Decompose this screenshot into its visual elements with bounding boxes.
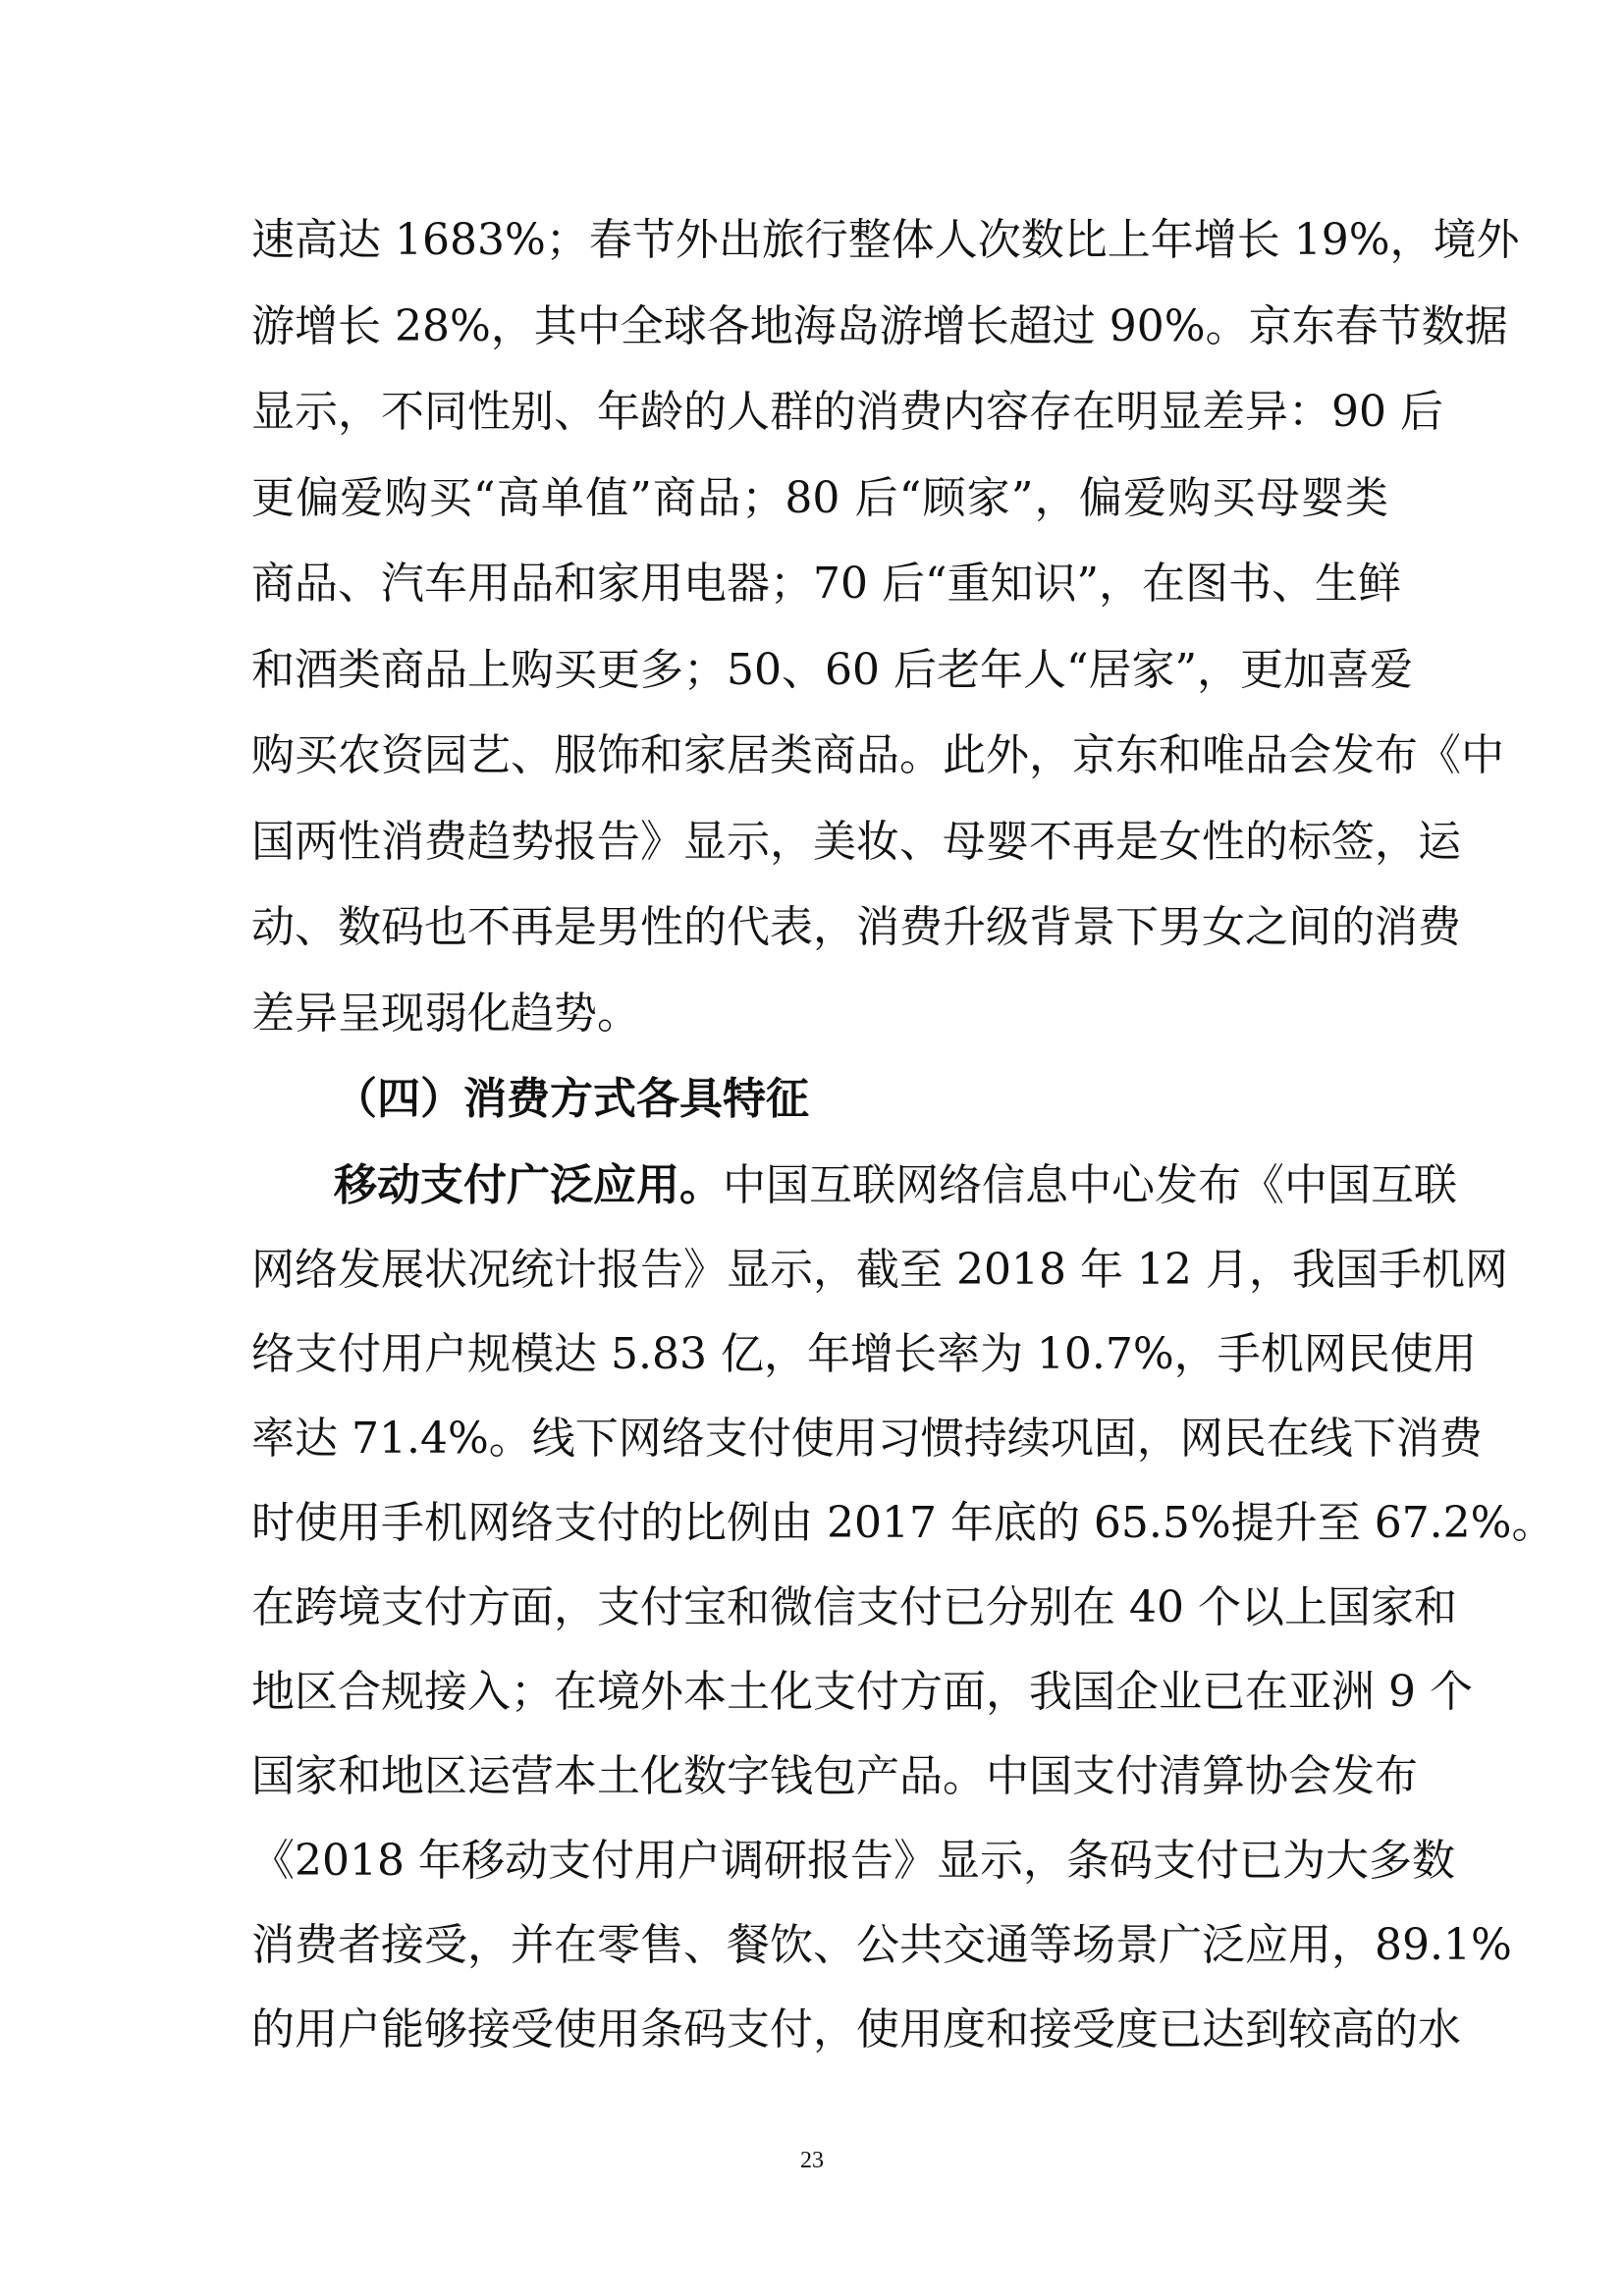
text-line: 速高达 1683%；春节外出旅行整体人次数比上年增长 19%，境外 — [251, 215, 1520, 265]
text-line: 在跨境支付方面，支付宝和微信支付已分别在 40 个以上国家和 — [251, 1582, 1457, 1632]
paragraph-lead: 移动支付广泛应用。 — [334, 1160, 723, 1210]
text-line: 络支付用户规模达 5.83 亿，年增长率为 10.7%，手机网民使用 — [251, 1329, 1477, 1379]
text-line: 率达 71.4%。线下网络支付使用习惯持续巩固，网民在线下消费 — [251, 1414, 1483, 1464]
section-heading: （四）消费方式各具特征 — [334, 1074, 809, 1124]
page-number: 23 — [800, 2148, 824, 2173]
text-line: 游增长 28%，其中全球各地海岛游增长超过 90%。京东春节数据 — [251, 301, 1508, 351]
text-line: 网络发展状况统计报告》显示，截至 2018 年 12 月，我国手机网 — [251, 1245, 1508, 1295]
text-line: 消费者接受，并在零售、餐饮、公共交通等场景广泛应用，89.1% — [251, 1920, 1512, 1970]
text-line: 的用户能够接受使用条码支付，使用度和接受度已达到较高的水 — [251, 2004, 1461, 2055]
text-line: 差异呈现弱化趋势。 — [251, 988, 640, 1039]
text-line: 国两性消费趋势报告》显示，美妆、母婴不再是女性的标签，运 — [251, 817, 1461, 867]
text-line: 更偏爱购买“高单值”商品；80 后“顾家”，偏爱购买母婴类 — [251, 473, 1388, 523]
text-line: 动、数码也不再是男性的代表，消费升级背景下男女之间的消费 — [251, 902, 1461, 952]
text-line: 显示，不同性别、年龄的人群的消费内容存在明显差异：90 后 — [251, 387, 1443, 437]
text-line: 商品、汽车用品和家用电器；70 后“重知识”，在图书、生鲜 — [251, 559, 1401, 609]
text-span: 中国互联网络信息中心发布《中国互联 — [723, 1160, 1457, 1210]
text-line: 购买农资园艺、服饰和家居类商品。此外，京东和唯品会发布《中 — [251, 730, 1504, 780]
text-line: 国家和地区运营本土化数字钱包产品。中国支付清算协会发布 — [251, 1751, 1418, 1801]
text-line — [334, 1156, 1457, 1215]
text-line: 时使用手机网络支付的比例由 2017 年底的 65.5%提升至 67.2%。 — [251, 1498, 1555, 1548]
text-line: 地区合规接入；在境外本土化支付方面，我国企业已在亚洲 9 个 — [251, 1667, 1473, 1717]
text-line: 《2018 年移动支付用户调研报告》显示，条码支付已为大多数 — [251, 1836, 1455, 1886]
text-line: 和酒类商品上购买更多；50、60 后老年人“居家”，更加喜爱 — [251, 645, 1413, 695]
